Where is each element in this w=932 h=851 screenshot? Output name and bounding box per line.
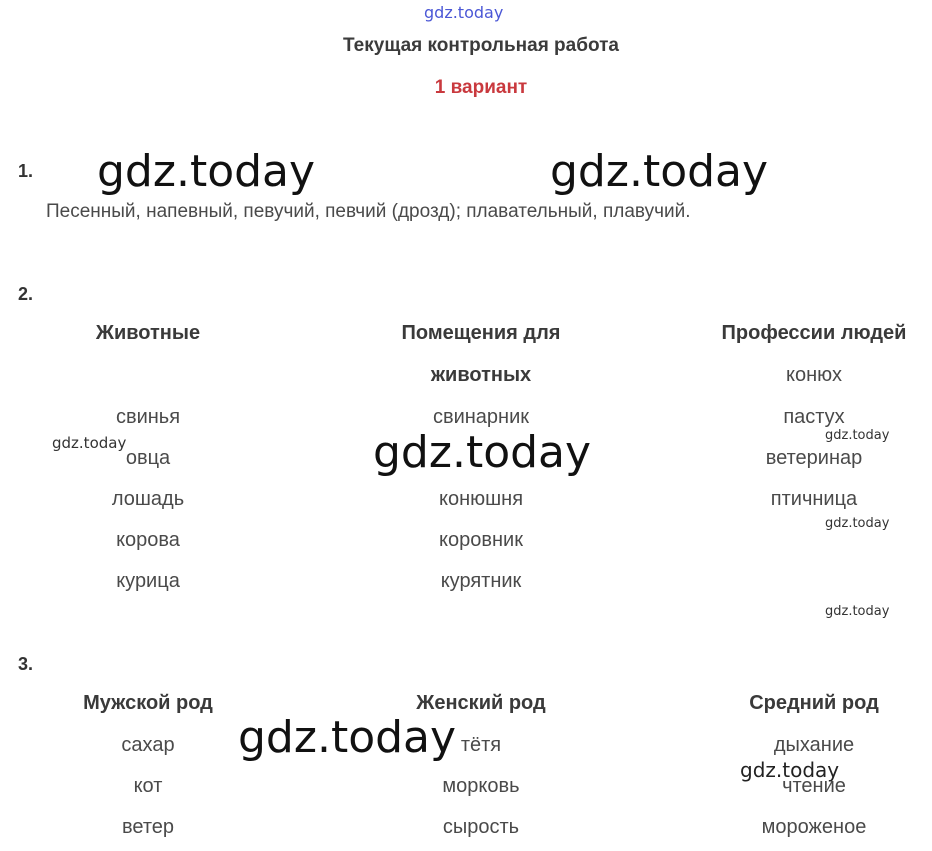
task2-header-professions: Профессии людей [721,322,907,344]
task3-header-neuter: Средний род [749,692,879,714]
task2-cell: конюх [786,364,842,386]
watermark-large: gdz.today [238,712,457,763]
watermark-small: gdz.today [825,604,890,619]
task2-cell: курица [116,570,180,592]
watermark-top: gdz.today [424,3,504,22]
task3-cell: сахар [121,734,175,756]
page-title: Текущая контрольная работа [343,35,619,56]
task2-cell: овца [125,447,171,469]
task3-cell: сырость [442,816,520,838]
task2-header-rooms-line2: животных [430,364,532,386]
task2-cell: свинарник [432,406,530,428]
task2-cell: ветеринар [765,447,863,469]
task2-header-animals: Животные [95,322,201,344]
watermark-large: gdz.today [97,146,316,197]
task2-number: 2. [18,284,34,304]
watermark-small: gdz.today [52,434,127,452]
watermark-large: gdz.today [373,427,592,478]
watermark-medium: gdz.today [740,758,840,782]
task3-cell: ветер [121,816,175,838]
task2-cell: коровник [439,529,523,551]
task2-cell: пастух [783,406,845,428]
task2-cell: конюшня [438,488,524,510]
task2-header-rooms: Помещения для [401,322,561,344]
watermark-small: gdz.today [825,516,890,531]
task3-header-feminine: Женский род [416,692,546,714]
watermark-large: gdz.today [550,146,769,197]
task3-cell: мороженое [761,816,867,838]
task2-cell: корова [116,529,180,551]
watermark-small: gdz.today [825,428,890,443]
task3-cell: дыхание [773,734,855,756]
variant-label: 1 вариант [434,77,528,98]
task3-number: 3. [18,654,34,674]
task3-cell: чтение [782,775,846,797]
task3-cell: тётя [460,734,502,756]
task2-cell: свинья [115,406,181,428]
task3-cell: кот [133,775,163,797]
task1-number: 1. [18,161,34,181]
task1-answer: Песенный, напевный, певучий, певчий (дрозд); плавательный, плавучий. [46,201,691,222]
task2-cell: птичница [770,488,858,510]
task3-header-masculine: Мужской род [83,692,213,714]
task2-cell: лошадь [111,488,185,510]
task2-cell: курятник [440,570,522,592]
task3-cell: морковь [442,775,520,797]
